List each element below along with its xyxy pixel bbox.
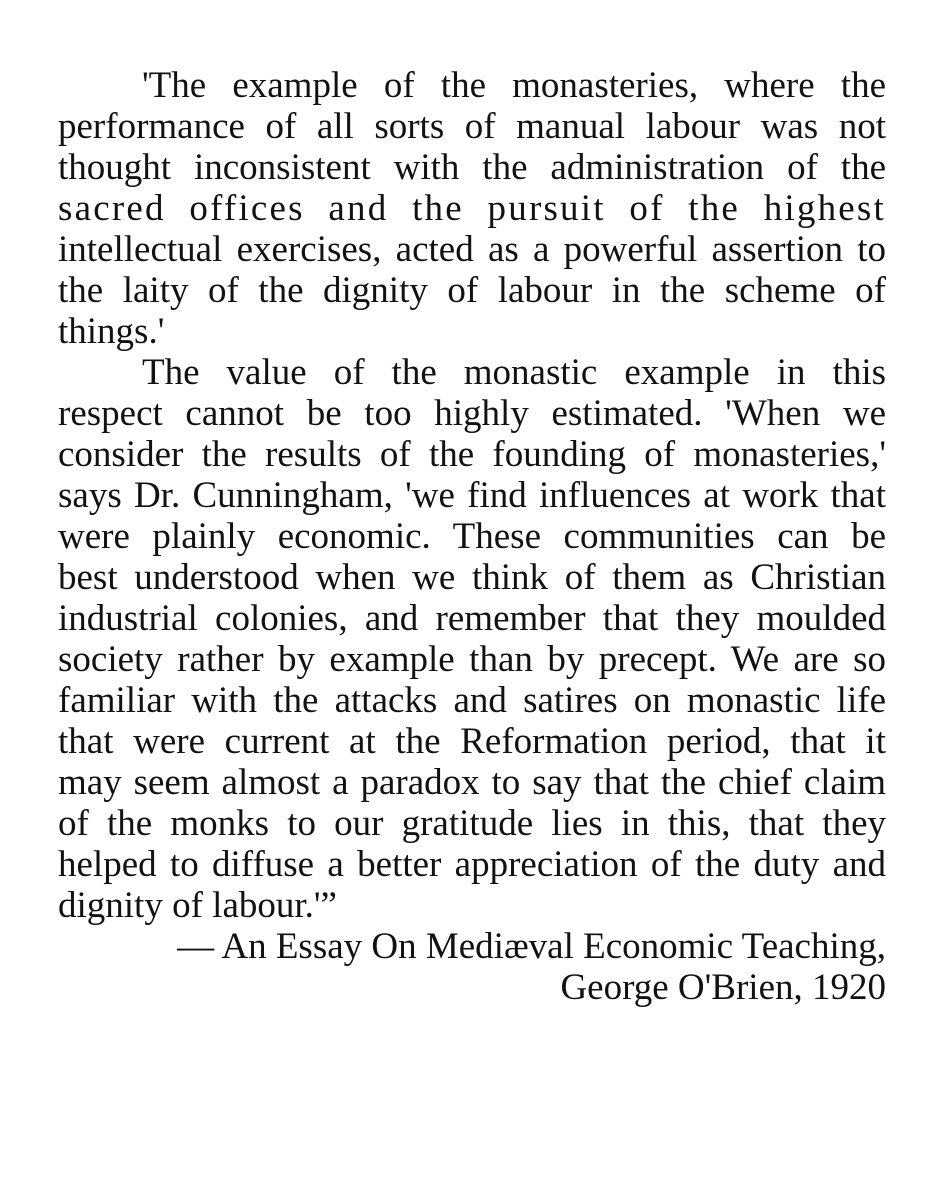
text-line: respect cannot be too highly estimated. 'When we	[58, 393, 886, 434]
text-line: may seem almost a paradox to say that the chief claim	[58, 762, 886, 803]
text-line: consider the results of the founding of monasteries,'	[58, 434, 886, 475]
text-line: industrial colonies, and remember that they moulded	[58, 598, 886, 639]
text-line: familiar with the attacks and satires on monastic life	[58, 680, 886, 721]
text-line: things.'	[58, 311, 165, 352]
text-line: dignity of labour.'”	[58, 885, 337, 926]
text-line: the laity of the dignity of labour in the scheme of	[58, 270, 886, 311]
text-line: sacred offices and the pursuit of the highest	[58, 188, 886, 229]
text-line: The value of the monastic example in this	[142, 352, 886, 393]
text-line: says Dr. Cunningham, 'we find influences at work that	[58, 475, 886, 516]
text-line: performance of all sorts of manual labour was not	[58, 106, 886, 147]
quote-paragraph-1	[58, 65, 886, 352]
text-line: 'The example of the monasteries, where the	[142, 65, 886, 106]
attribution-work-line: — An Essay On Mediæval Economic Teaching,	[177, 926, 886, 967]
quote-paragraph-2	[58, 352, 886, 926]
text-line: best understood when we think of them as Christian	[58, 557, 886, 598]
text-line: thought inconsistent with the administration of the	[58, 147, 886, 188]
text-line: were plainly economic. These communities can be	[58, 516, 886, 557]
attribution	[58, 926, 886, 1008]
text-line: intellectual exercises, acted as a powerful assertion to	[58, 229, 886, 270]
attribution-author-line: George O'Brien, 1920	[560, 967, 886, 1008]
text-line: helped to diffuse a better appreciation of the duty and	[58, 844, 886, 885]
text-line: that were current at the Reformation period, that it	[58, 721, 886, 762]
text-line: of the monks to our gratitude lies in this, that they	[58, 803, 886, 844]
text-line: society rather by example than by precept. We are so	[58, 639, 886, 680]
